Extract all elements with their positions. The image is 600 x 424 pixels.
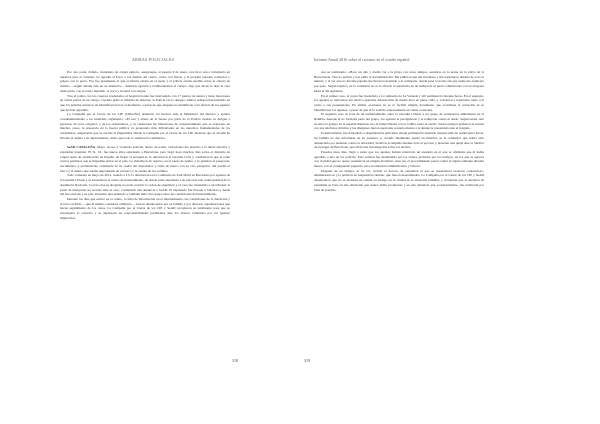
left-running-head: ARMAS POLICIALES — [132, 57, 175, 62]
right-running-head: Informe Anual 2016 sobre el racismo en el estado español — [314, 57, 410, 62]
case-heading-lead: SeAD CATALUÑA. — [67, 145, 96, 150]
paragraph: Durante los días que estuvo en el centro, la falta de información en el internamiento, las condiciones de la detención y el trato recibido —que él mismo considera arbitrario— fueron denunciados por su familia y por diversas organizaciones que hacen seguimiento de los casos. La Campaña por el Cierre de los CIE y SeAD recogieron su testimonio para que se investigara lo ocurrido y se depurasen las responsabilidades pertinentes ante los abusos cometidos por los agentes implicados. — [60, 196, 230, 220]
paragraph: Así su testimonio: «Hace un año y medio fui a la playa con unos amigos, sentados en la arena de la playa de la Barceloneta. Vino la policía y nos pidió la documentación. Me pidieron que me levantase y me registraron delante de todo el mundo, y al ver que no llevaba papeles me llevaron detenido a la comisaría, donde pasé la noche sin que nadie me explicara por qué». Según explicó, en la comisaría no se le ofreció la asistencia de un intérprete ni pudo comunicarse con su abogado hasta el día siguiente. — [314, 70, 484, 93]
right-text-column — [314, 70, 484, 192]
right-page-number: 319 — [304, 358, 310, 363]
case-heading-text: Mayo. Acoso y violencia policial, abuso de poder, violaciones del derecho a la tutela efectiva y expulsión irregular. El Sr. I.S. fue nueve años expulsado a Barcelona, pero llegó hace muchos días sobre el diploma de origen antes de establecerse en España. Al llegar al aeropuerto, le detuvieron la Guardia Civil y consideraron que el tenía ciertos permisos que le impedían entrar en el país. Lo mandaron de regreso, en el vuelo de vuelta, y le quitaron el pasaporte, documentos y pertenencias, solamente de su vuelta del deportados y entró de nuevo con su otro pasaporte, allí perdió el barco y el dinero que estaba depositando en el banco y la cuenta de los créditos. — [60, 145, 230, 173]
paragraph: Todo comenzó en mayo de 2012, cuando a I.S. lo detuvieron en la Comisaría de Sant Martí en Barcelona por agentes de la Guardia Urbana y le trasladaron al centro de internamiento, de donde salió expulsado a su país tras una orden judicial de la Audiencia Nacional. Con los dos su abogada no pudo recurrir la orden de expulsión y el caso fue trasladado a un tribunal. A pesar de interponer un recurso ante el caso, contándole una denuncia a SeAD. El expulsado fue llevado a Valencia y desde allí fue enviado a su país. Presentó una denuncia y también hubo una queja sobre las condiciones del internamiento. — [60, 173, 230, 197]
paragraph: En el primer caso, el joven fue trasladado a la comisaría de La Verneda y allí permaneció durante horas. En el segundo, los agentes le retuvieron sin motivo aparente durante más de media hora en plena calle, y volvieron a registrarle tanto a él como a sus pertenencias. En ambas ocasiones no se le facilitó ningún documento que acreditase la actuación ni se identificaron los agentes, a pesar de que él lo solicitó expresamente en varias ocasiones. — [314, 93, 484, 112]
paragraph: Por otro parte, Zebnio, ciudadano de origen egipcio, aseguraque, al pasado 9 de enero, tres tiros ven a trabajando en nuestros pies al consulor, no agredió el favor a los dueños del centro, como con fincas, y le propinó patadas, palizazos y golpes con la porra. Esa fue justamente el que el interés estaba en el suelo y el policía estaba encima sobre la cabeza de Zebnio —según detalla este en su denuncia— mientras agarrón y bombardeaban al cuerpo, algo que dicen le dejó la cara destrozada, con el rostro hundido, la boca y la nariz con sangre. — [60, 70, 230, 93]
paragraph: Posteriormente, fue trasladado a dependencias policiales donde permaneció detenido durante más de veinticuatro horas. Su familia no fue informada de su paradero y, cuando finalmente quedó en libertad, se le comunicó que había sido denunciado por atentado contra la autoridad. SeAD le acompañó durante todo el proceso y presentó una queja ante la Síndica de Greuges de Barcelona, que abrió una investigación sobre los hechos. — [314, 131, 484, 150]
paragraph: Pasados unos días, llegó a saber que los agentes habían redactado un atestado en el que se afirmaba que él había agredido a uno de los policías. Esta versión fue desmentida por los vídeos grabados por los testigos, en los que se aprecia con claridad que no opuso resistencia en ningún momento. Aun así, el procedimiento penal contra él siguió adelante durante meses, con el consiguiente perjuicio para su situación administrativa y laboral. — [314, 149, 484, 169]
paragraph-case-heading — [60, 145, 230, 173]
paragraph: La Campaña por el Cierre de los CIE (CIEnoNo) denunció los hechos ante el Ministerio del Interior y apuntó contundentemente a un tremendo argumento: «El uso y abuso de la fuerza por parte de la Policía cuando se dirigen a personas de otros orígenes, y de los ordenadores, y se cuestionan las intenciones de comportamiento que se expresan, en muchos casos, la presencia de la fuerza pública va generando más dificultades en los derechos fundamentales de los ciudadanos, asegurando que se excede la impunidad. Desde la Campaña por el Cierre de los CIE destacan que el alcalde ha llevado el asunto a su departamento, dicho que todo lo siempre ha cambiado». — [60, 112, 230, 140]
paragraph: Después de un tiempo, el Sr. I.S. recibió el decreto de expulsión al que se presentaron recursos contencioso-administrativos y la petición de suspensión cautelar, que fueron desestimados. La Campaña por el Cierre de los CIE y SeAD denunciaron que no se tuvieran en cuenta su arraigo en la ciudad ni su situación familiar, y recuerdan que la decisión de expulsión se basa en una detención que nunca debió producirse y en una denuncia que, posteriormente, fue archivada por falta de pruebas. — [314, 168, 484, 192]
right-page — [300, 0, 600, 424]
paragraph: El segundo caso se trata de un enfrentamiento entre la Guardia Urbana y un grupo de vendedores ambulantes en la Rambla. Aunque él no formaba parte del grupo, los agentes le persiguieron y le redujeron contra el suelo. Según relata, uno de ellos le golpeó en la espalda mientras otro le inmovilizaba con la rodilla sobre el cuello. Varios testigos grabaron la escena con sus teléfonos móviles y las imágenes fueron aportadas posteriormente a la denuncia presentada ante el juzgado. — [314, 112, 484, 131]
left-text-column — [60, 70, 230, 220]
paragraph: Tras el palizo, los los cuerpos trasladados al hospital donde fue intervenido con 17 puntos de sutura y tiene moretones en varias partes de su cuerpo. Cuando pidió el informe de lesiones, la Policía vio lo denegó. Ambos señoren han insistido en que los policías actuaron de identificación tras el momento, a pesar de que después no identifican a un dad tal de los agentes que les han agredido. — [60, 93, 230, 112]
left-page-number: 318 — [232, 358, 238, 363]
